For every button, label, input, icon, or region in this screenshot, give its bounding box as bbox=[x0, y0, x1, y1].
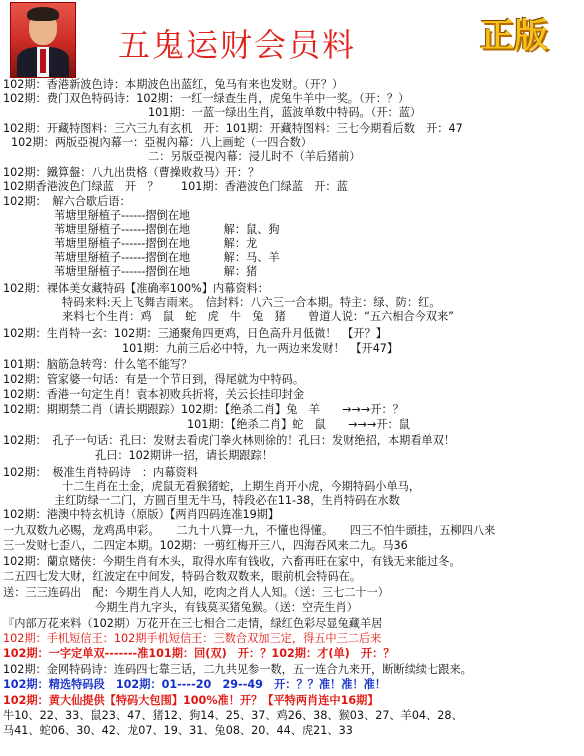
portrait-photo bbox=[10, 2, 76, 78]
text-line: 特码来料:天上飞舞吉雨来。 信封料：八六三一合本期。特主：绿、防：红。 bbox=[62, 296, 441, 309]
text-line: 二五四七发大财，红波定在中间发，特码合数双数来，眼前机会特码在。 bbox=[3, 570, 362, 583]
text-line: 『内部万花来料（102期）万花开在三七相合二走情，绿红色彩尽显兔藏羊居 bbox=[3, 617, 383, 630]
text-line: 102期：港澳中特玄机诗（原版）【两肖四码连准19期】 bbox=[3, 508, 280, 521]
text-line: 102期：费门双色特码诗：102期：一红一绿查生肖，虎兔牛羊中一奖。（开：？） bbox=[3, 92, 410, 105]
text-line: 孔曰：102期讲一招，请长期跟踪！ bbox=[95, 449, 273, 462]
text-line: 来料七个生肖：鸡 鼠 蛇 虎 牛 兔 猪 曾道人说：“五六相合今双来” bbox=[62, 310, 454, 323]
text-line: 三一发财七歪八，二四定本期。102期：一剪红梅开三八，四海吞风来二九。马36 bbox=[3, 539, 408, 552]
text-line: 101期：【绝杀二肖】蛇 鼠 →→→开：鼠 bbox=[187, 418, 410, 431]
text-line: 苇塘里掰植子------摺倒在地 解：猪 bbox=[54, 265, 258, 278]
text-line: 101期：九前三后必中特，九一两边来发财！ 【开47】 bbox=[122, 342, 399, 355]
text-line: 102期： 极准生肖特码诗 ：内幕资料 bbox=[3, 466, 198, 479]
text-line: 主红防绿一二门，方圆百里无牛马，特段必在11-38，生肖特码在水数 bbox=[54, 494, 400, 507]
text-line: 102期：两版亞視內幕一：亞視內幕：八上画蛇（一四合数） bbox=[11, 136, 313, 149]
text-line: 102期：生肖特一玄：102期：三通聚角四更鸡，日色高升月低微！ 【开？】 bbox=[3, 327, 387, 340]
text-line: 一九双数九必赐，龙鸡禹申彩。 二九十八算一九，不懂也得懂。 四三不怕牛頭挂，五柳四八来 bbox=[3, 524, 496, 537]
text-line: 102期：鐵算盤：八九出贵格（曹操败救马）开：？ bbox=[3, 166, 260, 179]
text-line: 牛10、22、33、鼠23、47、猪12、狗14、25、37、鸡26、38、猴03、27、羊04、28、 bbox=[3, 709, 463, 722]
text-line: 102期：香港新波色诗：本期波色出蓝红，兔马有来也发财。（开？） bbox=[3, 78, 344, 91]
portrait-tie bbox=[40, 49, 46, 73]
text-line: 101期：脑筋急转弯：什么笔不能写？ bbox=[3, 358, 193, 371]
text-line: 今期生肖九字头，有钱莫买猪兔猴。（送：空壳生肖） bbox=[95, 601, 358, 614]
text-line: 102期：香港一句定生肖！袁本初败兵折将，关云长挂印封金 bbox=[3, 388, 305, 401]
text-line: 苇塘里掰植子------摺倒在地 bbox=[54, 209, 191, 222]
text-line: 苇塘里掰植子------摺倒在地 解：龙 bbox=[54, 237, 258, 250]
text-line: 102期：精选特码段 102期：01----20 29--49 开：？？准！准！准！ bbox=[3, 678, 386, 691]
page-header bbox=[0, 0, 584, 78]
portrait-hair bbox=[27, 7, 59, 21]
text-line: 102期：管家婆一句话：有是一个节日到，得尾就为中特码。 bbox=[3, 373, 305, 386]
text-line: 102期：手机短信王：102期手机短信王：三数合双加三定，得五中三二后来 bbox=[3, 632, 382, 645]
text-line: 102期：期期禁二肖（请长期跟踪）102期：【绝杀二肖】兔 羊 →→→开：？ bbox=[3, 403, 404, 416]
text-line: 十二生肖在土金，虎鼠无看猴猪蛇，上期生肖开小虎，今期特码小单马， bbox=[62, 480, 421, 493]
text-line: 102期：金网特码诗：连码四七靠三话，二九共见参一数，五一连合九来开，断断续续七跟来。 bbox=[3, 663, 472, 676]
text-line: 102期：黄大仙提供【特码大包围】100%准！开？【平特两肖连中16期】 bbox=[3, 694, 379, 707]
text-line: 102期香港波色门绿蓝 开 ？ 101期：香港波色门绿蓝 开：蓝 bbox=[3, 180, 348, 193]
text-line: 102期： 孔子一句话：孔曰：发财去看虎门拳火林则徐的！孔曰：发财绝招，本期看单双！ bbox=[3, 434, 456, 447]
text-line: 马41、蛇06、30、42、龙07、19、31、兔08、20、44、虎21、33 bbox=[3, 724, 353, 737]
text-line: 102期： 解六合歇后语： bbox=[3, 195, 131, 208]
text-line: 102期：一字定单双-------准101期：回(双) 开：？102期：才(单) 开：？ bbox=[3, 647, 395, 660]
authentic-badge: 正版 bbox=[480, 16, 548, 56]
text-line: 二：另版亞視內幕：浸儿时不（羊后猪前） bbox=[148, 150, 361, 163]
text-line: 102期：裸体美女藏特码【准确率100%】内幕资料： bbox=[3, 282, 269, 295]
text-line: 101期：一蓝一绿出生肖，蓝波单数中特码。（开：蓝） bbox=[148, 106, 422, 119]
text-line: 苇塘里掰植子------摺倒在地 解：鼠、狗 bbox=[54, 223, 280, 236]
text-line: 102期：蘭京赌侠：今期生肖有木头，取得水库有钱收，六畜再旺在家中，有钱无来能过冬。 bbox=[3, 555, 461, 568]
text-line: 102期：开藏特图料：三六三九有玄机 开：101期：开藏特图料：三七今期看后数 开：47 bbox=[3, 122, 463, 135]
text-line: 送：三三连码出 配：今期生肖人人知，吃肉之肖人人知。（送：三七二十一） bbox=[3, 586, 389, 599]
text-line: 苇塘里掰植子------摺倒在地 解：马、羊 bbox=[54, 251, 280, 264]
page-title: 五鬼运财会员料 bbox=[118, 26, 357, 64]
